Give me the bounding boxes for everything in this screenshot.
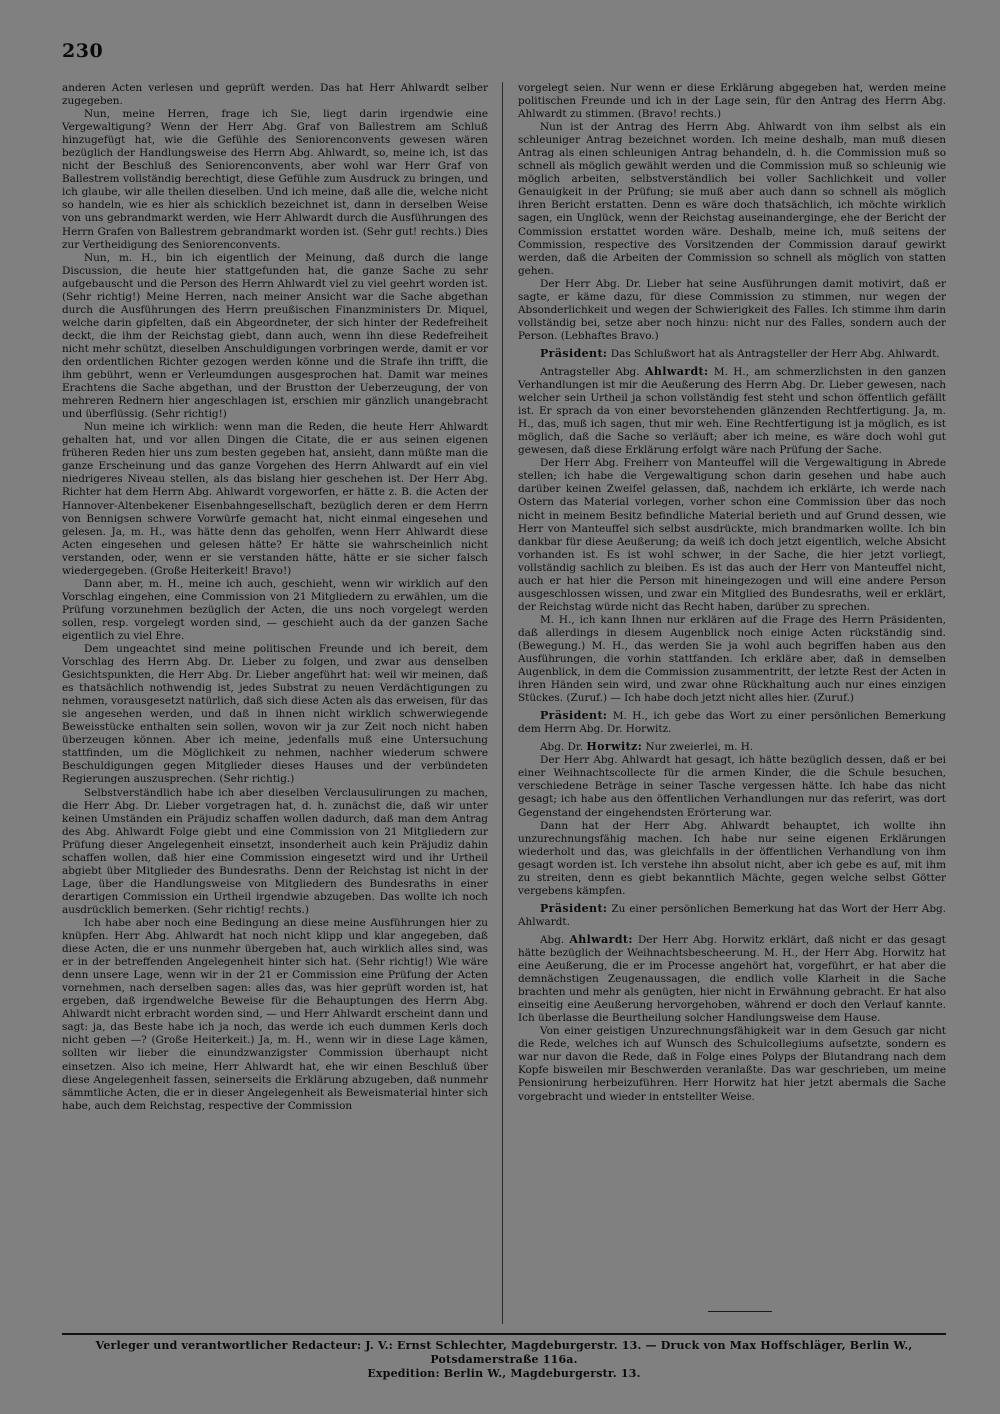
paragraph-text: Zu einer persönlichen Bemerkung hat das Wort der Herr Abg. Ahlwardt.: [518, 902, 946, 928]
paragraph-text: Ich habe aber noch eine Bedingung an diese meine Ausführungen hier zu knüpfen. Herr Abg. Ahlwardt hat noch nicht klipp und klar angegeben, daß diese Acten, die er uns nunmehr übergeben hat, auch wirklich alles sind, was er in der betreffenden Angelegenheit hinter sich hat. (Sehr richtig!) Wie wäre denn unsere Lage, wenn wir in der 21 er Commission eine Prüfung der Acten vornehmen, nach derselben sagen: alles das, was hier geprüft worden ist, hat ergeben, daß irgendwelche Beweise für die Behauptungen des Herrn Abg. Ahlwardt nicht erbracht worden sind, — und Herr Ahlwardt erscheint dann und sagt: ja, das Beste habe ich ja noch, das werde ich euch dummen Kerls doch nicht geben —? (Große Heiterkeit.) Ja, m. H., wenn wir in diese Lage kämen, sollten wir lieber die einundzwanzigster Commission überhaupt nicht einsetzen. Also ich meine, Herr Ahlwardt hat, ehe wir einen Beschluß über diese Angelegenheit fassen, seinerseits die Erklärung abzugeben, daß nunmehr sämmtliche Acten, die er in dieser Angelegenheit als Beweismaterial hinter sich habe, auch dem Reichstag, respective der Commission: [62, 917, 488, 1112]
paragraph-text: Der Herr Abg. Dr. Lieber hat seine Ausführungen damit motivirt, daß er sagte, er käme dazu, für diese Commission zu stimmen, nur wegen der Absonderlichkeit und wegen der Schwierigkeit des Falles. Ich stimme ihm darin vollständig bei, setze aber noch hinzu: nicht nur des Falles, sondern auch der Person. (Lebhaftes Bravo.): [518, 277, 946, 342]
imprint-line-publisher: Verleger und verantwortlicher Redacteur: J. V.: Ernst Schlechter, Magdeburgerstr. 13. — Druck von Max Hoffschläger, Berlin W., Potsdamerstraße 116a.: [95, 1339, 913, 1366]
paragraph: [62, 82, 488, 108]
speaker-name: Ahlwardt:: [569, 932, 633, 946]
footer-rule: [62, 1333, 946, 1335]
paragraph: [518, 121, 946, 278]
paragraph-text: Dann aber, m. H., meine ich auch, geschieht, wenn wir wirklich auf den Vorschlag eingehen, eine Commission von 21 Mitgliedern zu erwählen, um die Prüfung vorzunehmen bezüglich der Acten, die uns noch vorgelegt werden sollen, resp. vorgelegt worden sind, — geschieht auch da der ganzen Sache eigentlich zu viel Ehre.: [62, 577, 488, 642]
paragraph-text: Nun meine ich wirklich: wenn man die Reden, die heute Herr Ahlwardt gehalten hat, und vor allen Dingen die Citate, die er aus seinen eigenen früheren Reden hier uns zum besten gegeben hat, ansieht, dann müßte man die ganze Erscheinung und das ganze Vorgehen des Herrn Ahlwardt auf ein viel niedrigeres Niveau stellen, als das bislang hier geschehen ist. Der Herr Abg. Richter hat dem Herrn Abg. Ahlwardt vorgeworfen, er hätte z. B. die Acten der Hannover-Altenbekener Eisenbahngesellschaft, bezüglich deren er dem Herrn von Bennigsen schwere Vorwürfe gemacht hat, nicht einmal eingesehen und gelesen. Ja, m. H., was hätte denn das geholfen, wenn Herr Ahlwardt diese Acten eingesehen und gelesen hätte? Er hätte sie wahrscheinlich nicht verstanden, oder, wenn er sie verstanden hätte, hätte er sie sicher falsch wiedergegeben. (Große Heiterkeit! Bravo!): [62, 421, 488, 577]
speaker-prefix: Abg.: [540, 933, 570, 946]
paragraph: [62, 578, 488, 643]
paragraph: [62, 252, 488, 422]
speaker-name: Horwitz:: [586, 740, 643, 754]
paragraph: [518, 365, 946, 457]
imprint-line-expedition: Expedition: Berlin W., Magdeburgerstr. 13.: [367, 1367, 641, 1380]
paragraph: [518, 754, 946, 819]
paragraph-text: Nun, meine Herren, frage ich Sie, liegt darin irgendwie eine Vergewaltigung? Wenn der Herr Abg. Graf von Ballestrem am Schluß hinzugefügt hat, wie die Gefühle des Seniorenconvents gewesen wären bezüglich der Handlungsweise des Herrn Abg. Ahlwardt, so, meine ich, ist das nicht der Beschluß des Seniorenconvents, aber wohl war Herr Graf von Ballestrem vollständig berechtigt, diese Gefühle zum Ausdruck zu bringen, und ich glaube, wir alle theilen dieselben. Und ich meine, daß alle die, welche nicht so handeln, wie es hier als schicklich bezeichnet ist, dann in derselben Weise von uns gebrandmarkt werden, wie Herr Ahlwardt durch die Ausführungen des Herrn Grafen von Ballestrem gebrandmarkt worden ist. (Sehr gut! rechts.) Dies zur Vertheidigung des Seniorenconvents.: [62, 108, 488, 251]
paragraph: [518, 740, 946, 754]
paragraph: [62, 108, 488, 252]
paragraph-text: Nun, m. H., bin ich eigentlich der Meinung, daß durch die lange Discussion, die heute hier stattgefunden hat, die ganze Sache zu sehr aufgebauscht und die Person des Herrn Ahlwardt viel zu viel geehrt worden ist. (Sehr richtig!) Meine Herren, nach meiner Ansicht war die Sache abgethan durch die Ausführungen des Herrn preußischen Finanzministers Dr. Miquel, welche darin gipfelten, daß ein Abgeordneter, der sich hinter der Redefreiheit deckt, die ihm der Reichstag giebt, dann auch, wenn ihn diese Redefreiheit nicht mehr schützt, dieselben Anschuldigungen vorbringen werde, damit er vor den ordentlichen Richter gezogen werden könne und die Strafe ihn trifft, die ihm gebührt, wenn er Verleumdungen ausgesprochen hat. Damit war meines Erachtens die Sache abgethan, und der Brustton der Ueberzeugung, der von mehreren Rednern hier angeschlagen ist, erschien mir gänzlich unangebracht und überflüssig. (Sehr richtig!): [62, 251, 488, 421]
paragraph-text: Von einer geistigen Unzurechnungsfähigkeit war in dem Gesuch gar nicht die Rede, welches ich auf Wunsch des Schulcollegiums aufsetzte, sondern es war nur davon die Rede, daß in Folge eines Polyps der Blutandrang nach dem Kopfe bisweilen mir Beschwerden veranlaßte. Das war geschrieben, um meine Pensionirung herbeizuführen. Herr Horwitz hat hier jetzt abermals die Sache vorgebracht und wieder in entstellter Weise.: [518, 1025, 946, 1103]
column-divider: [502, 82, 503, 1324]
speaker-name: Ahlwardt:: [644, 364, 709, 378]
paragraph: [518, 457, 946, 614]
right-column: [518, 82, 946, 1104]
paragraph: [518, 347, 946, 361]
paragraph: [518, 278, 946, 343]
paragraph: [518, 902, 946, 929]
paragraph-text: M. H., ich kann Ihnen nur erklären auf die Frage des Herrn Präsidenten, daß allerdings in diesem Augenblick noch einige Acten rückständig sind. (Bewegung.) M. H., das werden Sie ja wohl auch begriffen haben aus den Ausführungen, die vorhin stattfanden. Ich erkläre aber, daß in demselben Augenblick, in dem die Commission zusammentritt, der letzte Rest der Acten in ihren Händen sein wird, und zwar ohne Rückhaltung auch nur eines einzigen Stückes. (Zuruf.) — Ich habe doch jetzt nicht alles hier. (Zuruf.): [518, 613, 946, 705]
paragraph: [518, 82, 946, 121]
speaker-prefix: Antragsteller Abg.: [540, 365, 645, 378]
paragraph-text: M. H., am schmerzlichsten in den ganzen Verhandlungen ist mir die Aeußerung des Herrn Abg. Dr. Lieber gewesen, nach welcher sein Urtheil ja schon vollständig fest steht und schon öffentlich gefällt ist. Er sprach da von einer bevorstehenden glänzenden Rechtfertigung. Ja, m. H., das, muß ich sagen, thut mir weh. Eine Rechtfertigung ist ja möglich, es ist möglich, daß die Sache so verläuft; aber ich meine, es wäre doch wohl gut gewesen, daß diese Erklärung erfolgt wäre nach Prüfung der Sache.: [518, 365, 946, 457]
paragraph-text: vorgelegt seien. Nur wenn er diese Erklärung abgegeben hat, werden meine politischen Freunde und ich in der Lage sein, für den Antrag des Herrn Abg. Ahlwardt zu stimmen. (Bravo! rechts.): [518, 82, 946, 121]
paragraph-text: Selbstverständlich habe ich aber dieselben Verclausulirungen zu machen, die Herr Abg. Dr. Lieber vorgetragen hat, d. h. zunächst die, daß wir unter keinen Umständen ein Präjudiz schaffen wollen dadurch, daß man dem Antrag des Abg. Ahlwardt Folge giebt und eine Commission von 21 Mitgliedern zur Prüfung dieser Angelegenheit einsetzt, insonderheit auch kein Präjudiz dahin schaffen wollen, daß hier eine Commission eingesetzt wird und ihr Urtheil abgiebt über Mitglieder des Bundesraths. Denn der Reichstag ist nicht in der Lage, über die Handlungsweise von Mitgliedern des Bundesraths in einer derartigen Commission ein Urtheil irgendwie abzugeben. Das wollte ich noch ausdrücklich bemerken. (Sehr richtig! rechts.): [62, 786, 488, 916]
paragraph: [518, 709, 946, 736]
end-rule: [708, 1311, 772, 1312]
paragraph-text: M. H., ich gebe das Wort zu einer persönlichen Bemerkung dem Herrn Abg. Dr. Horwitz.: [518, 710, 946, 736]
paragraph: [518, 614, 946, 705]
paragraph: [62, 421, 488, 578]
paragraph-text: Dem ungeachtet sind meine politischen Freunde und ich bereit, dem Vorschlag des Herrn Abg. Dr. Lieber zu folgen, und zwar aus denselben Gesichtspunkten, die Herr Abg. Dr. Lieber angeführt hat: weil wir meinen, daß es thatsächlich nothwendig ist, jedes Substrat zu neuen Verdächtigungen zu nehmen, vorausgesetzt natürlich, daß sich diese Acten als das erweisen, für das sie angesehen werden, und daß in ihnen nicht wirklich schwerwiegende Beweisstücke enthalten sein sollen, wovon wir ja zur Zeit noch nicht haben überzeugen können. Aber ich meine, jedenfalls muß eine Untersuchung stattfinden, um die Möglichkeit zu nehmen, nachher wiederum schwere Beschuldigungen gegen Mitglieder dieses Hauses und der verbündeten Regierungen auszusprechen. (Sehr richtig.): [62, 643, 488, 786]
paragraph-text: Das Schlußwort hat als Antragsteller der Herr Abg. Ahlwardt.: [607, 347, 940, 360]
page-number: 230: [62, 40, 104, 62]
paragraph-text: Der Herr Abg. Freiherr von Manteuffel will die Vergewaltigung in Abrede stellen; ich habe die Vergewaltigung schon darin gesehen und habe auch darüber keinen Zweifel gelassen, daß, nachdem ich erklärte, ich werde nach Ostern das Material vorlegen, vorher schon eine Commission über das noch nicht in meinem Besitz befindliche Material berieth und auf Grund dessen, wie Herr von Manteuffel sich selbst ausdrückte, mich brandmarken wollte. Ich bin dankbar für diese Aeußerung; da weiß ich doch jetzt eigentlich, welche Absicht vorhanden ist. Es ist wohl schwer, in der Sache, die hier jetzt vorliegt, vollständig sachlich zu bleiben. Es ist das auch der Herr von Manteuffel nicht, auch er hat hier die Person mit hineingezogen und will eine andere Person ausgeschlossen wissen, und zwar ein Mitglied des Bundesraths, weil er erklärt, der Reichstag würde nicht das Recht haben, darüber zu sprechen.: [518, 457, 946, 613]
paragraph: [518, 933, 946, 1025]
speaker-prefix: Abg. Dr.: [540, 741, 587, 754]
paragraph-text: Nun ist der Antrag des Herrn Abg. Ahlwardt von ihm selbst als ein schleuniger Antrag bezeichnet worden. Ich meine deshalb, man muß diesen Antrag als einen schleunigen Antrag behandeln, d. h. die Commission muß so schnell als möglich gewählt werden und die Commission muß so schleunig wie möglich arbeiten, selbstverständlich bei voller Sachlichkeit und voller Genauigkeit in der Prüfung; sie muß aber auch dann so schnell als möglich ihren Bericht erstatten. Denn es wäre doch thatsächlich, ich möchte wirklich sagen, ein Unglück, wenn der Reichstag auseinanderginge, ehe der Bericht der Commission erstattet worden wäre. Deshalb, meine ich, muß seitens der Commission, respective des Vorsitzenden der Commission darauf gewirkt werden, daß die Arbeiten der Commission so schnell als möglich von statten gehen.: [518, 121, 946, 277]
paragraph-text: Dann hat der Herr Abg. Ahlwardt behauptet, ich wollte ihn unzurechnungsfähig machen. Ich habe nur seine eigenen Erklärungen wiederholt und das, was gleichfalls in der öffentlichen Verhandlung von ihm gesagt worden ist. Ich verstehe ihn absolut nicht, aber ich gebe es auf, mit ihm zu streiten, denn es giebt bekanntlich Mächte, gegen welche selbst Götter vergebens kämpfen.: [518, 819, 946, 897]
paragraph-text: Der Herr Abg. Ahlwardt hat gesagt, ich hätte bezüglich dessen, daß er bei einer Weihnachtscollecte für die armen Kinder, die die Schule besuchen, verschiedene Beträge in seiner Tasche vergessen hätte. Ich habe das nicht gesagt; ich habe aus den öffentlichen Verhandlungen nur das referirt, was dort Gegenstand der eingehendsten Erörterung war.: [518, 754, 946, 819]
imprint-footer: [62, 1339, 946, 1381]
left-column: [62, 82, 488, 1113]
paragraph-text: anderen Acten verlesen und geprüft werden. Das hat Herr Ahlwardt selber zugegeben.: [62, 82, 488, 108]
speaker-name: Präsident:: [540, 346, 608, 360]
paragraph: [62, 917, 488, 1113]
paragraph: [62, 787, 488, 917]
paragraph: [518, 1025, 946, 1103]
paragraph: [518, 820, 946, 898]
speaker-name: Präsident:: [540, 901, 608, 915]
speaker-name: Präsident:: [540, 709, 608, 723]
paragraph-text: Der Herr Abg. Horwitz erklärt, daß nicht er das gesagt hätte bezüglich der Weihnachtsbescheerung. M. H., der Herr Abg. Horwitz hat eine Aeußerung, die er im Processe angehört hat, vorgeführt, er hat aber die demnächstigen Zeugenaussagen, die endlich volle Klarheit in die Sache brachten und mehr als genügten, hier nicht in Erwähnung gebracht. Er hat also einseitig eine Aeußerung hervorgehoben, während er doch den Verlauf kannte. Ich überlasse die Beurtheilung solcher Handlungsweise dem Hause.: [518, 933, 946, 1025]
paragraph-text: Nur zweierlei, m. H.: [642, 741, 754, 754]
paragraph: [62, 643, 488, 787]
